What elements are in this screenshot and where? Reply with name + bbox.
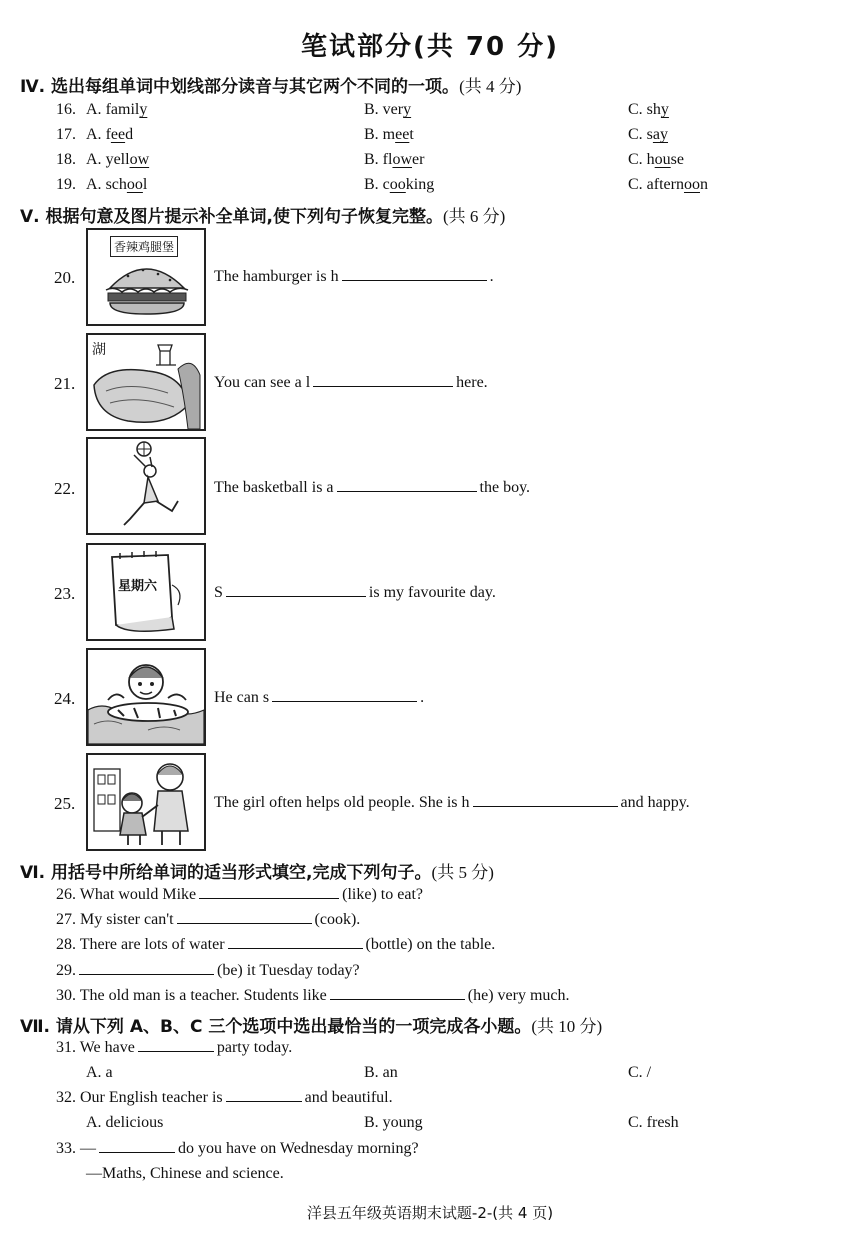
question-31-option-c[interactable]: C. /: [628, 1064, 652, 1081]
question-20-text: The hamburger is h .: [214, 268, 494, 285]
answer-blank-26[interactable]: [199, 897, 339, 899]
question-26: 26. What would Mike (like) to eat?: [56, 886, 423, 903]
question-25-number: 25.: [54, 794, 76, 813]
question-25-text: The girl often helps old people. She is h and happy.: [214, 794, 690, 811]
question-17-number: 17.: [56, 126, 76, 143]
question-32: 32. Our English teacher is and beautiful.: [56, 1089, 393, 1106]
section-7-heading: [20, 1012, 602, 1037]
answer-blank-20[interactable]: [342, 279, 487, 281]
question-30: 30. The old man is a teacher. Students like (he) very much.: [56, 987, 570, 1004]
girl-helping-elder-icon: [88, 755, 204, 849]
question-33: 33. — do you have on Wednesday morning?: [56, 1140, 419, 1157]
answer-blank-31[interactable]: [138, 1050, 214, 1052]
question-21-number: 21.: [54, 374, 76, 393]
calendar-picture: [86, 543, 206, 641]
question-16-option-b: B. very: [364, 101, 412, 118]
question-17-option-b: B. meet: [364, 126, 414, 143]
answer-blank-32[interactable]: [226, 1100, 302, 1102]
question-31-option-a[interactable]: A. a: [86, 1064, 113, 1081]
question-16-option-c: C. shy: [628, 101, 669, 118]
question-32-option-c[interactable]: C. fresh: [628, 1114, 679, 1131]
section-4-title: Ⅳ. 选出每组单词中划线部分读音与其它两个不同的一项。: [20, 77, 460, 97]
question-18-number: 18.: [56, 151, 76, 168]
basketball-picture: [86, 437, 206, 535]
question-20-number: 20.: [54, 268, 76, 287]
answer-blank-30[interactable]: [330, 998, 465, 1000]
answer-blank-28[interactable]: [228, 947, 363, 949]
answer-blank-25[interactable]: [473, 805, 618, 807]
question-28: 28. There are lots of water (bottle) on the table.: [56, 936, 496, 953]
question-24-text: He can s .: [214, 689, 425, 706]
question-16-option-a: A. family: [86, 101, 148, 118]
lake-icon: [88, 335, 204, 429]
question-21-text: You can see a l here.: [214, 374, 488, 391]
question-16-number: 16.: [56, 101, 76, 118]
question-22-text: The basketball is a the boy.: [214, 479, 531, 496]
page-title: 笔试部分(共 70 分): [300, 32, 560, 62]
section-6-title: Ⅵ. 用括号中所给单词的适当形式填空,完成下列句子。: [20, 863, 432, 883]
question-32-option-a[interactable]: A. delicious: [86, 1114, 164, 1131]
answer-blank-22[interactable]: [337, 490, 477, 492]
swimming-boy-icon: [88, 650, 204, 744]
section-7-title: Ⅶ. 请从下列 A、B、C 三个选项中选出最恰当的一项完成各小题。: [20, 1017, 532, 1037]
hamburger-picture: [86, 228, 206, 326]
basketball-boy-icon: [88, 439, 204, 533]
question-19-option-b: B. cooking: [364, 176, 435, 193]
question-27: 27. My sister can't (cook).: [56, 911, 361, 928]
question-18-option-a: A. yellow: [86, 151, 150, 168]
section-5-title: Ⅴ. 根据句意及图片提示补全单词,使下列句子恢复完整。: [20, 207, 443, 227]
section-4-heading: [20, 72, 521, 97]
calendar-label: 星期六: [118, 579, 158, 594]
lake-label: 湖: [92, 342, 106, 358]
question-24-number: 24.: [54, 689, 76, 708]
hamburger-icon: [88, 230, 204, 324]
answer-blank-21[interactable]: [313, 385, 453, 387]
section-4-points: (共 4 分): [459, 77, 522, 96]
answer-blank-27[interactable]: [177, 922, 312, 924]
question-32-option-b[interactable]: B. young: [364, 1114, 423, 1131]
question-29: 29. (be) it Tuesday today?: [56, 962, 360, 979]
question-18-option-b: B. flower: [364, 151, 425, 168]
swimming-picture: [86, 648, 206, 746]
question-22-number: 22.: [54, 479, 76, 498]
section-6-points: (共 5 分): [431, 863, 494, 882]
question-19-number: 19.: [56, 176, 76, 193]
question-31: 31. We have party today.: [56, 1039, 293, 1056]
answer-blank-24[interactable]: [272, 700, 417, 702]
question-33-answer-line: —Maths, Chinese and science.: [86, 1165, 284, 1182]
question-17-option-a: A. feed: [86, 126, 134, 143]
section-5-points: (共 6 分): [443, 207, 506, 226]
question-19-option-c: C. afternoon: [628, 176, 708, 193]
question-23-number: 23.: [54, 584, 76, 603]
page-footer: 洋县五年级英语期末试题-2-(共 4 页): [306, 1204, 554, 1222]
question-23-text: S is my favourite day.: [214, 584, 496, 601]
section-7-points: (共 10 分): [531, 1017, 603, 1036]
helping-picture: [86, 753, 206, 851]
answer-blank-23[interactable]: [226, 595, 366, 597]
hamburger-label: 香辣鸡腿堡: [110, 236, 178, 257]
question-31-option-b[interactable]: B. an: [364, 1064, 398, 1081]
lake-picture: [86, 333, 206, 431]
question-18-option-c: C. house: [628, 151, 684, 168]
section-6-heading: [20, 858, 494, 883]
section-5-heading: [20, 202, 505, 227]
answer-blank-29[interactable]: [79, 973, 214, 975]
question-19-option-a: A. school: [86, 176, 148, 193]
answer-blank-33[interactable]: [99, 1151, 175, 1153]
question-17-option-c: C. say: [628, 126, 669, 143]
